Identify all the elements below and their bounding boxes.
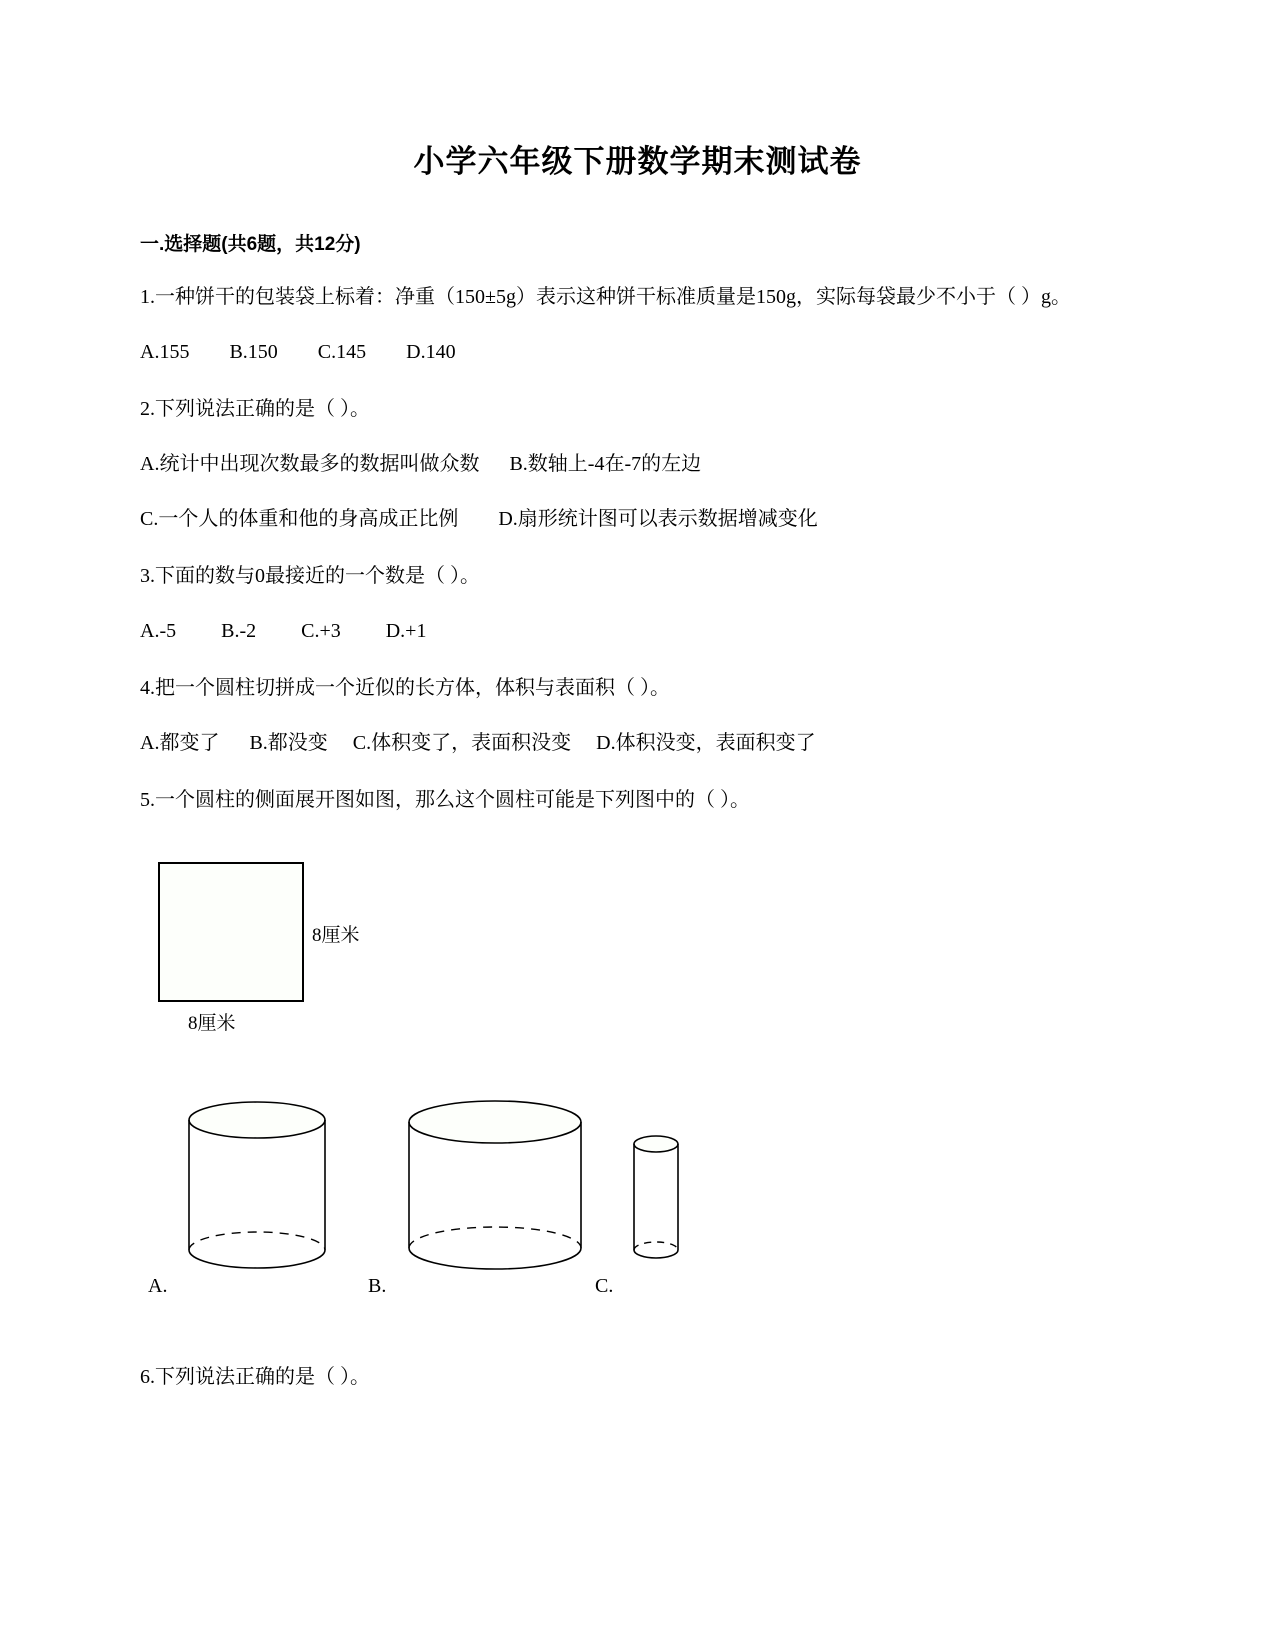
cylinder-option-c [630,1098,684,1278]
cylinder-b-shape [405,1098,587,1278]
page-title: 小学六年级下册数学期末测试卷 [413,144,862,179]
question-4-text: 4.把一个圆柱切拼成一个近似的长方体，体积与表面积（ ）。 [140,677,670,699]
net-label-height: 8厘米 [312,925,360,946]
question-5 [140,785,1135,1300]
question-1 [140,282,1135,368]
question-5-text: 5.一个圆柱的侧面展开图如图，那么这个圆柱可能是下列图中的（ ）。 [140,789,750,811]
cylinder-a-shape [185,1098,330,1278]
question-4-options: A.都变了 B.都没变 C.体积变了，表面积没变 D.体积没变，表面积变了 [140,732,816,754]
question-3 [140,561,1135,647]
cylinder-c-shape [630,1098,684,1278]
question-4 [140,673,1135,759]
question-1-options: A.155 B.150 C.145 D.140 [140,341,456,363]
cylinder-option-b [405,1098,587,1278]
cylinder-label-c: C. [595,1275,614,1297]
figure-cylinder-options [140,1070,1135,1300]
net-rectangle [158,862,304,1002]
cylinder-label-b: B. [368,1275,387,1297]
net-label-width: 8厘米 [188,1013,236,1034]
question-2 [140,394,1135,535]
cylinder-option-a [185,1098,330,1278]
question-1-text: 1.一种饼干的包装袋上标着：净重（150±5g）表示这种饼干标准质量是150g，实际每袋最少不小于（ ）g。 [140,286,1071,308]
cylinder-label-a: A. [148,1275,168,1297]
figure-cylinder-net [140,862,1135,1062]
section-heading-choice: 一.选择题(共6题，共12分) [140,234,361,255]
question-2-text: 2.下列说法正确的是（ ）。 [140,398,370,420]
question-2-options-line-2: C.一个人的体重和他的身高成正比例 D.扇形统计图可以表示数据增减变化 [140,508,818,530]
question-2-options-line-1: A.统计中出现次数最多的数据叫做众数 B.数轴上-4在-7的左边 [140,453,702,475]
question-6-text: 6.下列说法正确的是（ ）。 [140,1366,370,1388]
question-6 [140,1362,1135,1393]
question-3-text: 3.下面的数与0最接近的一个数是（ ）。 [140,565,480,587]
question-3-options: A.-5 B.-2 C.+3 D.+1 [140,620,427,642]
